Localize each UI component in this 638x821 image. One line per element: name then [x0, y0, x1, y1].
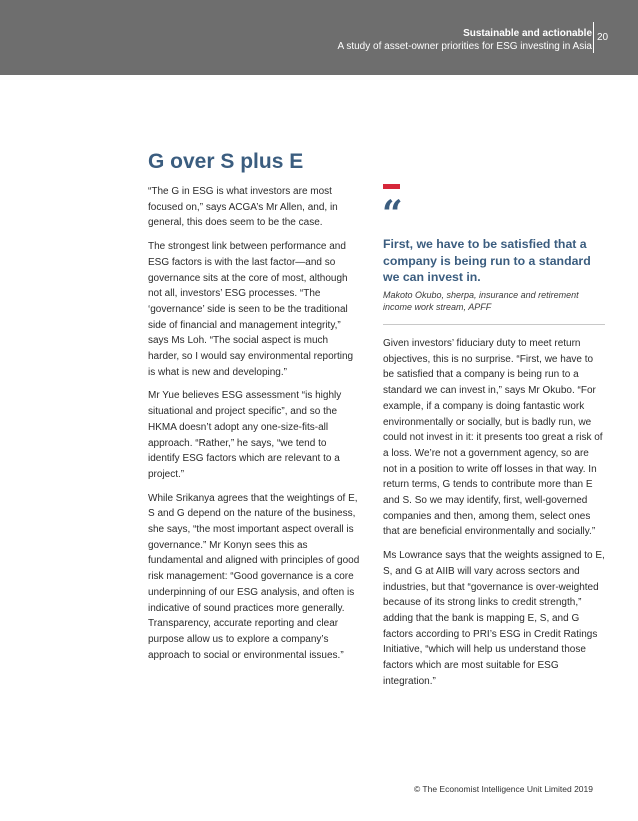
quote-mark-icon: “ — [382, 193, 403, 235]
paragraph: The strongest link between performance and ESG factors is with the last factor—and so governance sits at the core of most, although not all, investors’ ESG processes. “The ‘governance’ side is seen to be the traditional side of financial and management integrity,” says Ms Loh. “The social aspect is much harder, so I would say environmental reporting is what is new and developing.” — [148, 241, 354, 378]
pull-quote: First, we have to be satisfied that a company is being run to a standard we can invest in. — [383, 237, 591, 284]
paragraph: While Srikanya agrees that the weightings of E, S and G depend on the nature of the business, she says, “the most important aspect overall is governance.” Mr Konyn sees this as fundamental and aligned with principles of good risk management: “Good governance is a core underpinning of our ESG analysis, and often is indicative of sound practices more generally. Transparency, accurate reporting and clear purpose allow us to explore a company’s approach to social or environmental issues.” — [148, 492, 360, 661]
report-subtitle: A study of asset-owner priorities for ESG investing in Asia — [337, 41, 592, 52]
paragraph: Given investors’ fiduciary duty to meet return objectives, this is no surprise. “First, we have to be satisfied that a company is being run to a standard we can invest in,” says Mr Okubo. “For example, if a company is doing fantastic work environmentally or socially, but is badly run, we could not invest in it: it presents too great a risk of a loss. We’re not a government agency, so are not in a position to write off losses in that way. In return terms, G tends to contribute more than E and S. So we may identify, first, well-governed companies and then, among them, select ones that are beneficial environmentally and socially.” — [383, 338, 603, 538]
copyright-footer: © The Economist Intelligence Unit Limited 2019 — [413, 784, 593, 794]
paragraph: Ms Lowrance says that the weights assigned to E, S, and G at AIIB will vary across sectors and industries, but that “governance is over-weighted because of its strong links to credit strength,” adding that the bank is mapping E, S, and G factors according to PRI’s ESG in Credit Ratings Initiative, “which will help us understand those factors which are most suitable for ESG integration.” — [383, 550, 605, 687]
right-column — [383, 336, 605, 697]
left-column — [148, 184, 360, 671]
page-header — [0, 0, 638, 75]
section-heading: G over S plus E — [148, 150, 304, 173]
page-number: 20 — [597, 32, 609, 43]
header-divider — [593, 22, 594, 53]
quote-attribution: Makoto Okubo, sherpa, insurance and retirement income work stream, APFF — [383, 290, 579, 312]
paragraph: “The G in ESG is what investors are most focused on,” says ACGA’s Mr Allen, and, in general, this does seem to be the case. — [148, 186, 338, 229]
divider — [383, 324, 605, 325]
report-title: Sustainable and actionable — [463, 28, 592, 39]
paragraph: Mr Yue believes ESG assessment “is highly situational and project specific”, and so the HKMA doesn’t adopt any one-size-fits-all approach. “Rather,” he says, “we tend to identify ESG factors which are relevant to a project.” — [148, 390, 342, 480]
accent-bar — [383, 184, 400, 189]
